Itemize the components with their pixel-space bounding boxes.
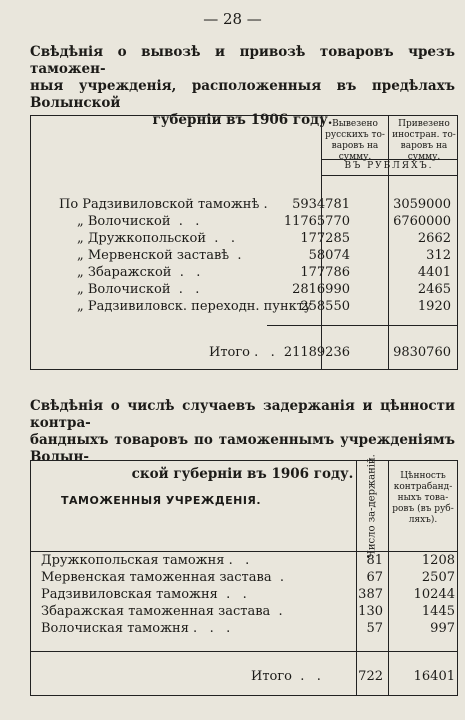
leader-dots: . . [250,345,275,360]
header-value: Цѣнность контрабанд-ныхъ това-ровъ (въ руб-ляхъ). [392,471,454,525]
exported-value: 58074 [308,248,350,263]
table-row [31,586,459,603]
heading-line: губерніи въ 1906 году. [152,112,333,128]
imported-value: 312 [426,248,451,263]
row-name: По Радзивиловской таможнѣ [59,197,260,212]
leader-dots: . . [171,265,201,280]
exported-value: 258550 [300,299,350,314]
header-count [360,454,384,558]
imported-value: 3059000 [393,197,451,212]
imported-value: 2662 [417,231,451,246]
leader-dots: . . . [188,621,231,636]
leader-dots: . . [170,282,200,297]
imported-value: 4401 [417,265,451,280]
heading-line: Свѣдѣнія о вывозѣ и привозѣ товаровъ чрезъ таможен- [30,44,455,77]
count-value: 67 [366,570,383,585]
units-label: ВЪ РУБЛЯХЪ. [344,161,434,171]
total-imported: 9830760 [393,345,451,360]
leader-dots: . [259,197,268,212]
total-label: Итого [251,669,292,684]
table-row [31,603,459,620]
total-value: 16401 [413,669,455,684]
row-name: Волочиская таможня [41,621,189,636]
row-name: „ Волочиской [77,214,171,229]
table-row [31,281,459,298]
table-row [31,569,459,586]
exported-value: 177786 [300,265,350,280]
header-institutions: ТАМОЖЕННЫЯ УЧРЕЖДЕНІЯ. [61,494,262,507]
total-rule [31,651,458,652]
heading-line: ныя учрежденія, расположенныя въ предѣлахъ Волынской [30,78,455,111]
header-exported: Вывезено русскихъ то-варовъ на сумму. [325,119,385,162]
row-name: Збаражская таможенная застава [41,604,271,619]
value-value: 997 [430,621,455,636]
leader-dots: . . [206,231,235,246]
heading-line: бандныхъ товаровъ по таможеннымъ учрежденіямъ Волын- [30,432,455,465]
header-rule [321,159,458,160]
leader-dots: . . [217,587,247,602]
value-value: 1445 [421,604,455,619]
count-value: 387 [358,587,383,602]
row-name: „ Дружкопольской [77,231,207,246]
table-row [31,264,459,281]
value-value: 10244 [413,587,455,602]
export-import-table [30,115,458,370]
total-rule [267,325,458,326]
count-value: 130 [358,604,383,619]
total-label: Итого [209,345,250,360]
contraband-table [30,454,458,696]
total-count: 722 [358,669,383,684]
table-row [31,298,459,315]
row-name: „ Збаражской [77,265,172,280]
imported-value: 6760000 [393,214,451,229]
exported-value: 11765770 [283,214,350,229]
value-value: 2507 [421,570,455,585]
page-number: — 28 — [203,10,262,28]
table-row [31,196,459,213]
exported-value: 5934781 [292,197,350,212]
total-row [31,344,459,361]
row-name: „ Радзивиловск. переходн. пункту [77,299,312,314]
row-name: Дружкопольская таможня [41,553,225,568]
header-imported: Привезено иностран. то-варовъ на сумму. [392,119,456,162]
header-rule [321,175,458,176]
row-name: Радзивиловская таможня [41,587,218,602]
exported-value: 2816990 [292,282,350,297]
leader-dots: . [270,604,283,619]
heading-line: Свѣдѣнія о числѣ случаевъ задержанія и цѣнности контра- [30,398,455,431]
table-row [31,230,459,247]
header-count-text: Число за-держаній. [366,454,378,558]
leader-dots: . [229,248,242,263]
table-row [31,552,459,569]
table-row [31,620,459,637]
count-value: 81 [366,553,383,568]
total-exported: 21189236 [283,345,350,360]
imported-value: 1920 [417,299,451,314]
imported-value: 2465 [417,282,451,297]
total-row [31,668,459,685]
row-name: Мервенская таможенная застава [41,570,272,585]
leader-dots: . . [292,669,321,684]
table-row [31,247,459,264]
heading-line: ской губерніи въ 1906 году. [131,466,354,482]
count-value: 57 [366,621,383,636]
value-value: 1208 [421,553,455,568]
leader-dots: . . [224,553,250,568]
row-name: „ Мервенской заставѣ [77,248,230,263]
leader-dots: . [271,570,284,585]
table-row [31,213,459,230]
row-name: „ Волочиской [77,282,171,297]
exported-value: 177285 [300,231,350,246]
leader-dots: . . [170,214,200,229]
